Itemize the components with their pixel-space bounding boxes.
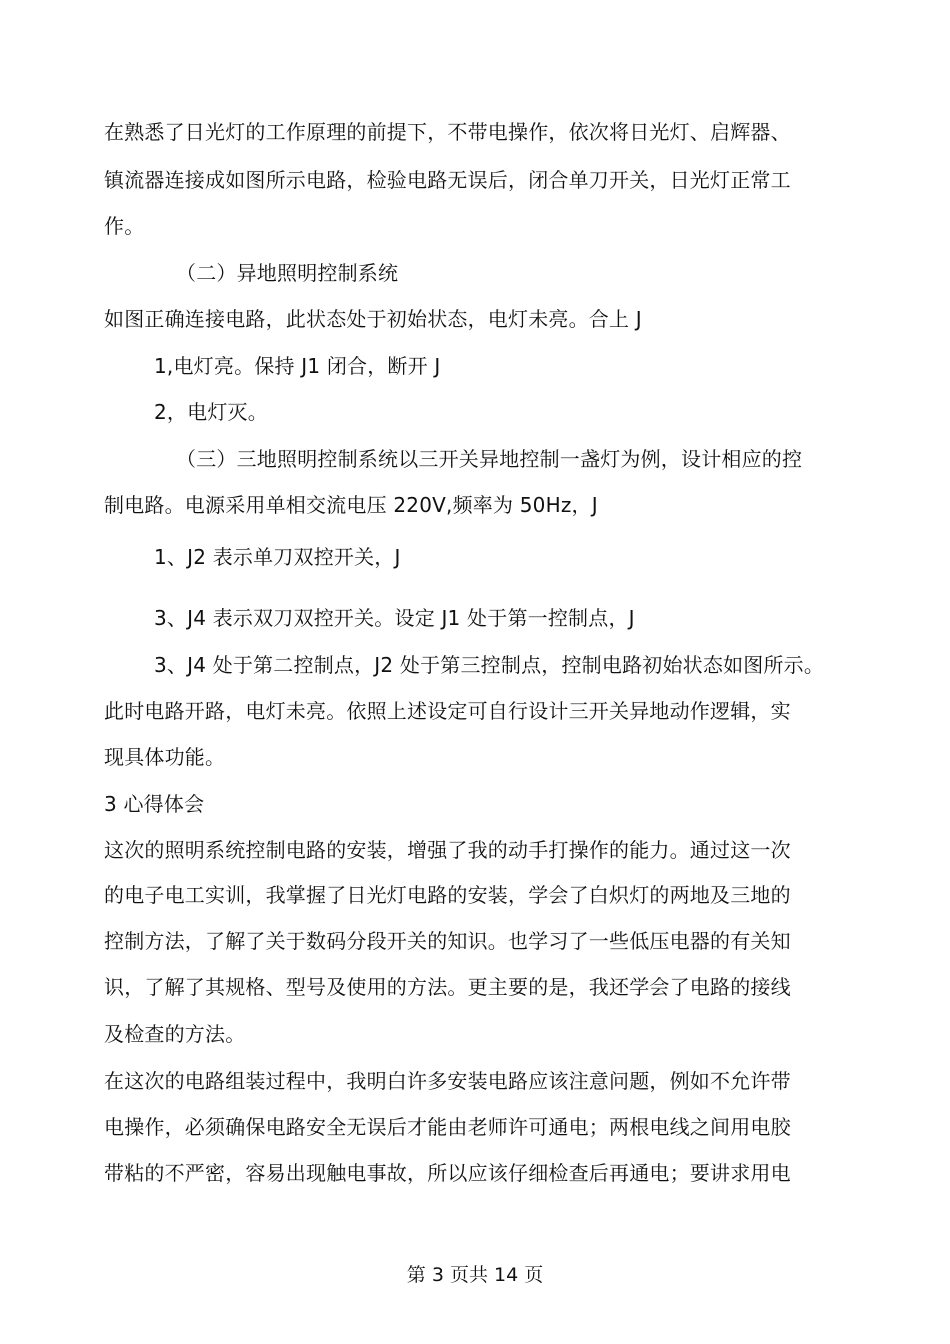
body-text-line: 3、J4 处于第二控制点，J2 处于第三控制点，控制电路初始状态如图所示。 xyxy=(154,653,825,677)
section-heading: 3 心得体会 xyxy=(104,792,205,816)
body-text-line: 镇流器连接成如图所示电路，检验电路无误后，闭合单刀开关，日光灯正常工 xyxy=(104,168,791,192)
body-text-line: 这次的照明系统控制电路的安装，增强了我的动手打操作的能力。通过这一次 xyxy=(104,838,791,862)
section-heading: （三）三地照明控制系统以三开关异地控制一盏灯为例，设计相应的控 xyxy=(176,447,803,471)
body-text-line: 在这次的电路组装过程中，我明白许多安装电路应该注意问题，例如不允许带 xyxy=(104,1069,791,1093)
body-text-line: 1,电灯亮。保持 J1 闭合，断开 J xyxy=(154,354,441,378)
body-text-line: 的电子电工实训，我掌握了日光灯电路的安装，学会了白炽灯的两地及三地的 xyxy=(104,883,791,907)
body-text-line: 及检查的方法。 xyxy=(104,1022,246,1046)
body-text-line: 作。 xyxy=(104,214,145,238)
body-text-line: 制电路。电源采用单相交流电压 220V,频率为 50Hz，J xyxy=(104,493,598,517)
body-text-line: 控制方法，了解了关于数码分段开关的知识。也学习了一些低压电器的有关知 xyxy=(104,929,791,953)
body-text-line: 在熟悉了日光灯的工作原理的前提下，不带电操作，依次将日光灯、启辉器、 xyxy=(104,120,791,144)
body-text-line: 此时电路开路，电灯未亮。依照上述设定可自行设计三开关异地动作逻辑，实 xyxy=(104,699,791,723)
body-text-line: 2，电灯灭。 xyxy=(154,400,268,424)
body-text-line: 带粘的不严密，容易出现触电事故，所以应该仔细检查后再通电；要讲求用电 xyxy=(104,1161,791,1185)
body-text-line: 电操作，必须确保电路安全无误后才能由老师许可通电；两根电线之间用电胶 xyxy=(104,1115,791,1139)
section-heading: （二）异地照明控制系统 xyxy=(176,261,399,285)
body-text-line: 3、J4 表示双刀双控开关。设定 J1 处于第一控制点，J xyxy=(154,606,635,630)
body-text-line: 识，了解了其规格、型号及使用的方法。更主要的是，我还学会了电路的接线 xyxy=(104,975,791,999)
page-number-footer: 第 3 页共 14 页 xyxy=(406,1264,544,1286)
body-text-line: 1、J2 表示单刀双控开关，J xyxy=(154,545,401,569)
body-text-line: 如图正确连接电路，此状态处于初始状态，电灯未亮。合上 J xyxy=(104,307,642,331)
body-text-line: 现具体功能。 xyxy=(104,745,226,769)
